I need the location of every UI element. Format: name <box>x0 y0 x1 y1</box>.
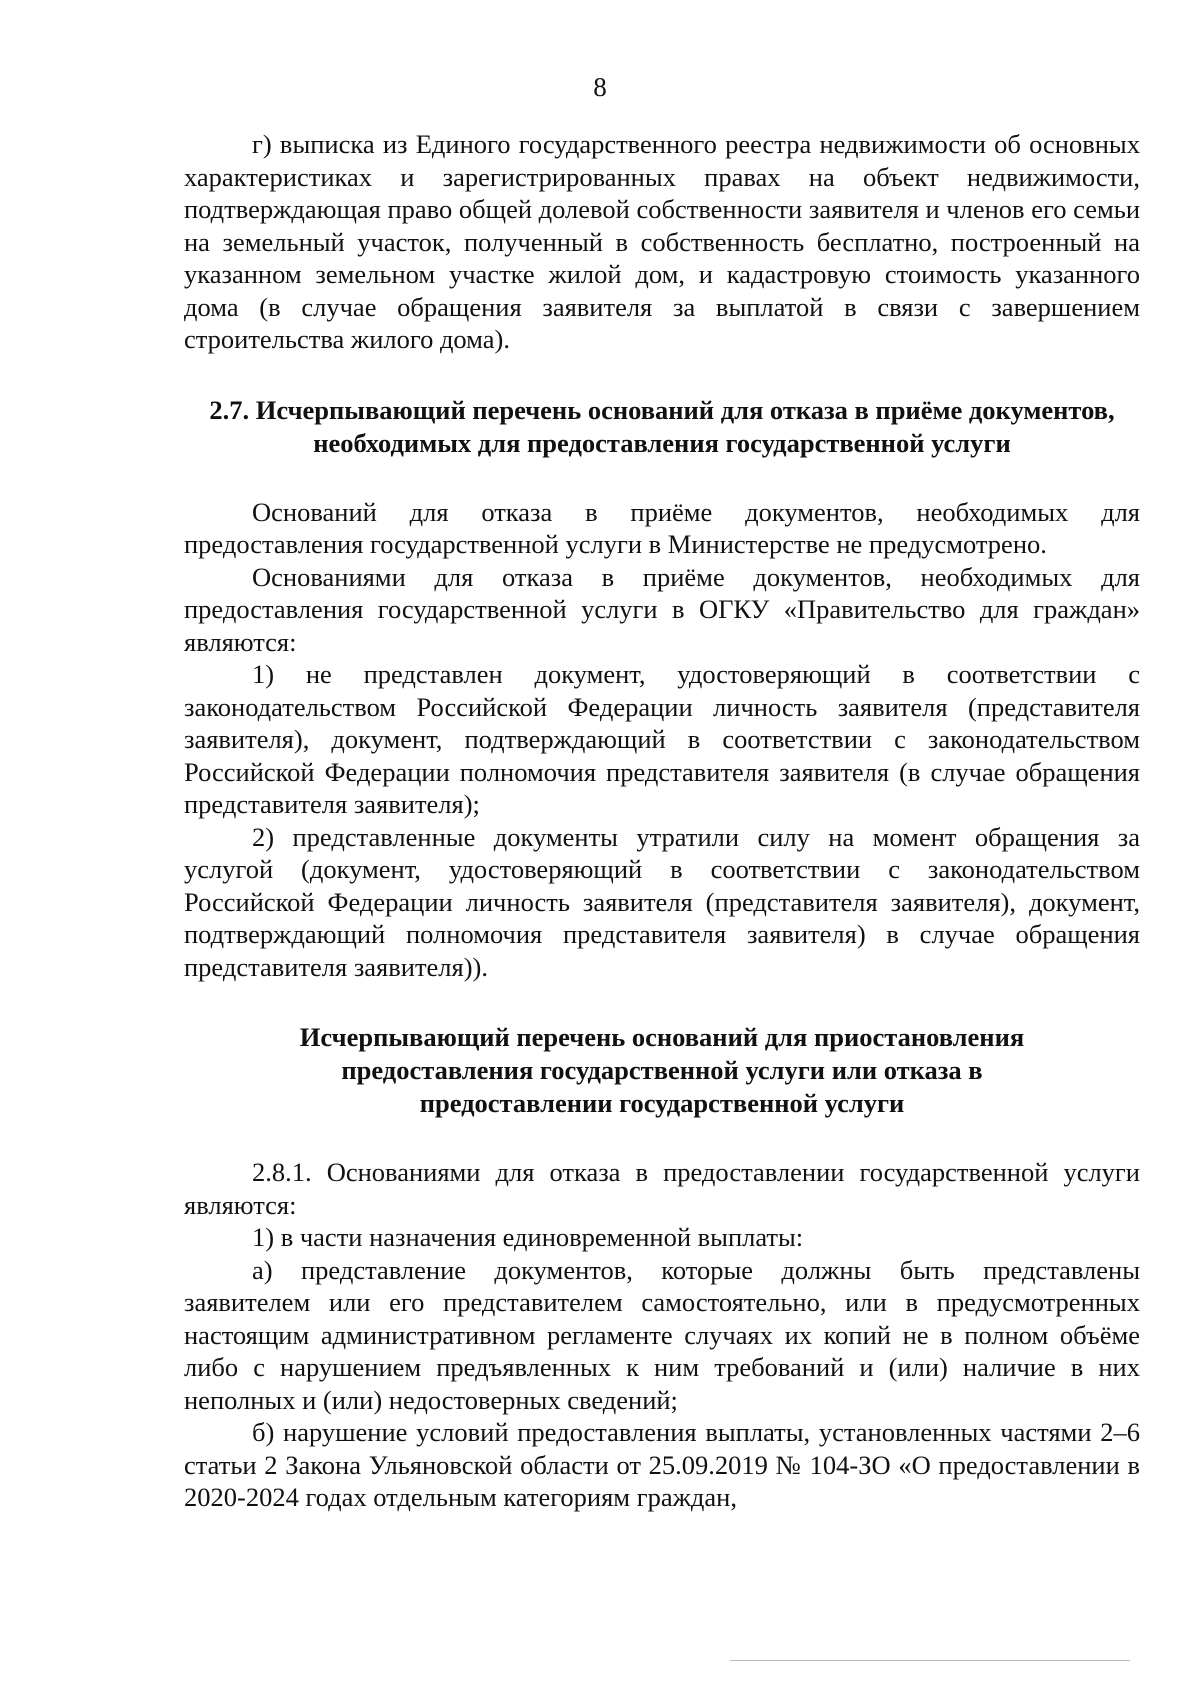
footer-divider <box>730 1660 1130 1661</box>
paragraph-g-extract: г) выписка из Единого государственного реестра недвижимости об основных характеристиках и зарегистрированных правах на объект недвижимости, подтверждающая право общей долевой собственности заявителя и членов его семьи на земельный участок, полученный в собственность бесплатно, построенный на указанном земельном участке жилой дом, и кадастровую стоимость указанного дома (в случае обращения заявителя за выплатой в связи с завершением строительства жилого дома). <box>184 129 1140 354</box>
list-item-a: а) представление документов, которые должны быть представлены заявителем или его представителем самостоятельно, или в предусмотренных настоящим административном регламенте случаях их копий не в полном объёме либо с нарушением предъявленных к ним требований и (или) наличие в них неполных и (или) недостоверных сведений; <box>184 1254 1140 1415</box>
paragraph-2-8-1: 2.8.1. Основаниями для отказа в предоставлении государственной услуги являются: <box>184 1157 1140 1220</box>
heading-line: Исчерпывающий перечень оснований для приостановления <box>299 1022 1025 1052</box>
list-item-b: б) нарушение условий предоставления выплаты, установленных частями 2–6 статьи 2 Закона Ульяновской области от 25.09.2019 № 104-ЗО «О предоставлении в 2020-2024 годах отдельным категориям граждан, <box>184 1417 1140 1512</box>
list-item-2: 2) представленные документы утратили силу на момент обращения за услугой (документ, удостоверяющий в соответствии с законодательством Российской Федерации личность заявителя (представителя заявителя), документ, подтверждающий полномочия представителя заявителя) в случае обращения представителя заявителя)). <box>184 821 1140 982</box>
document-body <box>184 128 1140 1514</box>
section-heading-2-8 <box>184 1021 1140 1120</box>
paragraph-no-grounds: Оснований для отказа в приёме документов, необходимых для предоставления государственной услуги в Министерстве не предусмотрено. <box>184 496 1140 559</box>
heading-line: необходимых для предоставления государственной услуги <box>313 427 1011 458</box>
section-heading-2-7 <box>184 394 1140 460</box>
heading-line: предоставлении государственной услуги <box>419 1088 905 1118</box>
heading-line: 2.7. Исчерпывающий перечень оснований для отказа в приёме документов, <box>209 394 1115 425</box>
paragraph-one-time-payment: 1) в части назначения единовременной выплаты: <box>252 1222 804 1252</box>
list-item-1: 1) не представлен документ, удостоверяющий в соответствии с законодательством Российской Федерации личность заявителя (представителя заявителя), документ, подтверждающий в соответствии с законодательством Российской Федерации полномочия представителя заявителя (в случае обращения представителя заявителя); <box>184 659 1140 819</box>
page-number: 8 <box>593 72 607 102</box>
paragraph-grounds-intro: Основаниями для отказа в приёме документов, необходимых для предоставления государственной услуги в ОГКУ «Правительство для граждан» являются: <box>184 561 1140 657</box>
heading-line: предоставления государственной услуги или отказа в <box>341 1055 983 1085</box>
